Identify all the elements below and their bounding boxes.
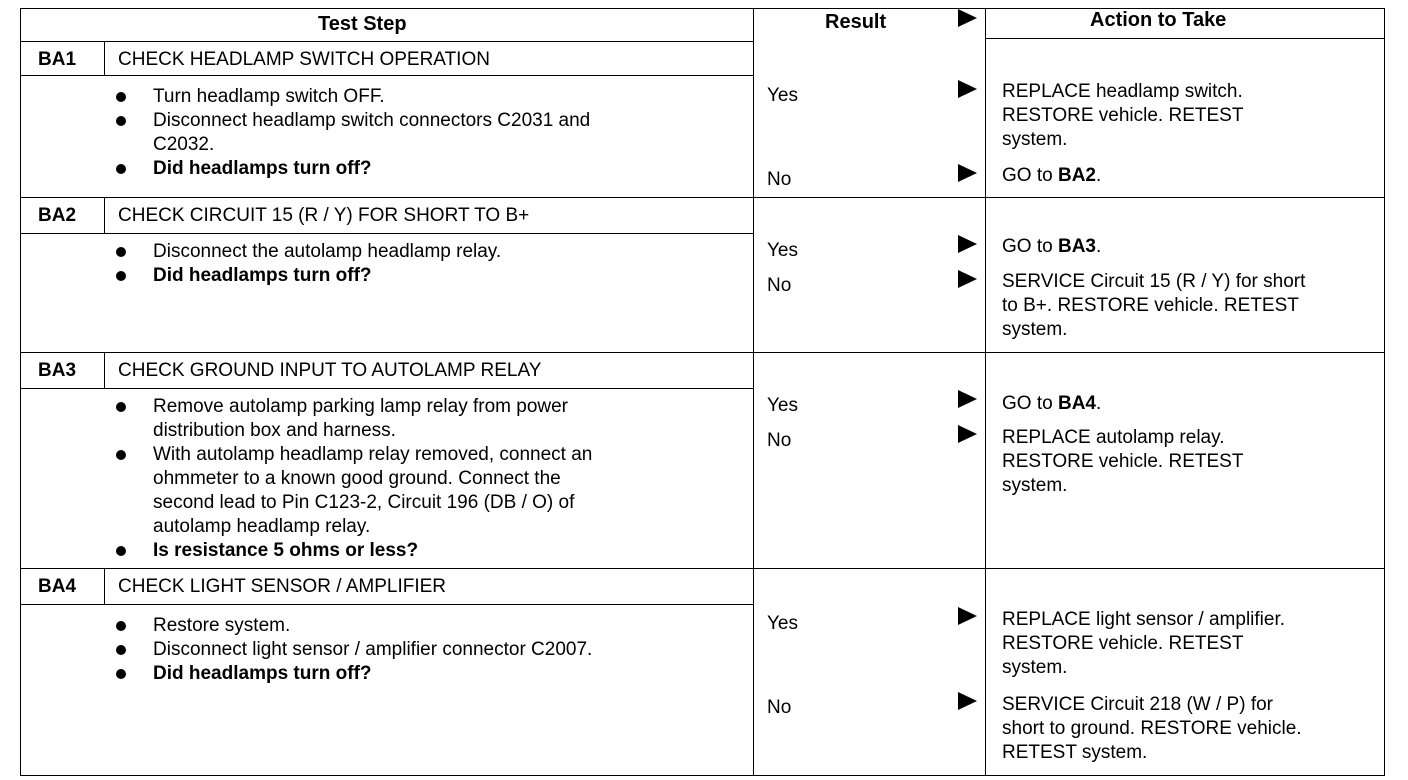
- step-title: CHECK HEADLAMP SWITCH OPERATION: [118, 49, 490, 70]
- action-line: system.: [1002, 129, 1068, 150]
- bullet-icon: [116, 621, 126, 631]
- action-line: REPLACE light sensor / amplifier.: [1002, 609, 1286, 630]
- step-title-divider: [20, 388, 753, 389]
- header-test-step: Test Step: [318, 13, 407, 35]
- action-line: RESTORE vehicle. RETEST: [1002, 633, 1244, 654]
- result-label: Yes: [767, 613, 798, 634]
- id-divider: [104, 352, 105, 388]
- bullet-icon: [116, 271, 126, 281]
- step-title-divider: [20, 604, 753, 605]
- header-divider: [20, 41, 753, 42]
- row-divider: [20, 568, 1385, 569]
- bullet-icon: [116, 247, 126, 257]
- step-line: Disconnect light sensor / amplifier connector C2007.: [153, 639, 593, 660]
- step-line: Remove autolamp parking lamp relay from power: [153, 396, 569, 417]
- bullet-icon: [116, 450, 126, 460]
- action-line: system.: [1002, 319, 1068, 340]
- step-title: CHECK CIRCUIT 15 (R / Y) FOR SHORT TO B+: [118, 205, 530, 226]
- result-label: No: [767, 169, 792, 190]
- action-line: SERVICE Circuit 15 (R / Y) for short: [1002, 271, 1306, 292]
- arrow-right-icon: [958, 235, 977, 253]
- bullet-icon: [116, 92, 126, 102]
- step-line: Turn headlamp switch OFF.: [153, 86, 385, 107]
- step-title-divider: [20, 233, 753, 234]
- action-line: RESTORE vehicle. RETEST: [1002, 105, 1244, 126]
- arrow-right-icon: [958, 164, 977, 182]
- step-id: BA2: [38, 205, 77, 226]
- step-question: Is resistance 5 ohms or less?: [153, 540, 419, 561]
- result-label: No: [767, 275, 792, 296]
- action-line: to B+. RESTORE vehicle. RETEST: [1002, 295, 1299, 316]
- result-label: No: [767, 697, 792, 718]
- result-label: Yes: [767, 85, 798, 106]
- header-result: Result: [825, 11, 887, 33]
- bullet-icon: [116, 116, 126, 126]
- action-line: system.: [1002, 657, 1068, 678]
- step-id: BA1: [38, 49, 77, 70]
- row-divider: [20, 352, 1385, 353]
- action-line: system.: [1002, 475, 1068, 496]
- step-line: autolamp headlamp relay.: [153, 516, 371, 537]
- step-line: Disconnect headlamp switch connectors C2031 and: [153, 110, 591, 131]
- action-line: REPLACE headlamp switch.: [1002, 81, 1243, 102]
- step-line: Disconnect the autolamp headlamp relay.: [153, 241, 502, 262]
- step-question: Did headlamps turn off?: [153, 663, 372, 684]
- id-divider: [104, 197, 105, 233]
- step-line: ohmmeter to a known good ground. Connect the: [153, 468, 561, 489]
- step-id: BA4: [38, 576, 77, 597]
- action-line: REPLACE autolamp relay.: [1002, 427, 1225, 448]
- action-line: GO to BA3.: [1002, 236, 1102, 257]
- row-divider: [20, 197, 1385, 198]
- action-line: RETEST system.: [1002, 742, 1148, 763]
- bullet-icon: [116, 402, 126, 412]
- arrow-right-icon: [958, 9, 977, 27]
- id-divider: [104, 41, 105, 75]
- step-line: Restore system.: [153, 615, 291, 636]
- result-label: No: [767, 430, 792, 451]
- result-label: Yes: [767, 240, 798, 261]
- step-title: CHECK GROUND INPUT TO AUTOLAMP RELAY: [118, 360, 542, 381]
- action-line: SERVICE Circuit 218 (W / P) for: [1002, 694, 1273, 715]
- step-line: second lead to Pin C123-2, Circuit 196 (DB / O) of: [153, 492, 575, 513]
- bullet-icon: [116, 645, 126, 655]
- arrow-right-icon: [958, 270, 977, 288]
- header-action: Action to Take: [1090, 9, 1227, 31]
- step-line: distribution box and harness.: [153, 420, 396, 441]
- bullet-icon: [116, 164, 126, 174]
- arrow-right-icon: [958, 390, 977, 408]
- action-line: short to ground. RESTORE vehicle.: [1002, 718, 1302, 739]
- step-title-divider: [20, 75, 753, 76]
- action-line: GO to BA2.: [1002, 165, 1102, 186]
- step-line: With autolamp headlamp relay removed, connect an: [153, 444, 593, 465]
- action-line: RESTORE vehicle. RETEST: [1002, 451, 1244, 472]
- header-divider: [985, 38, 1385, 39]
- arrow-right-icon: [958, 80, 977, 98]
- result-label: Yes: [767, 395, 798, 416]
- step-id: BA3: [38, 360, 77, 381]
- arrow-right-icon: [958, 607, 977, 625]
- column-divider: [985, 8, 986, 776]
- step-question: Did headlamps turn off?: [153, 158, 372, 179]
- bullet-icon: [116, 669, 126, 679]
- step-question: Did headlamps turn off?: [153, 265, 372, 286]
- arrow-right-icon: [958, 425, 977, 443]
- id-divider: [104, 568, 105, 604]
- step-title: CHECK LIGHT SENSOR / AMPLIFIER: [118, 576, 447, 597]
- bullet-icon: [116, 546, 126, 556]
- action-line: GO to BA4.: [1002, 393, 1102, 414]
- arrow-right-icon: [958, 692, 977, 710]
- column-divider: [753, 8, 754, 776]
- step-line: C2032.: [153, 134, 215, 155]
